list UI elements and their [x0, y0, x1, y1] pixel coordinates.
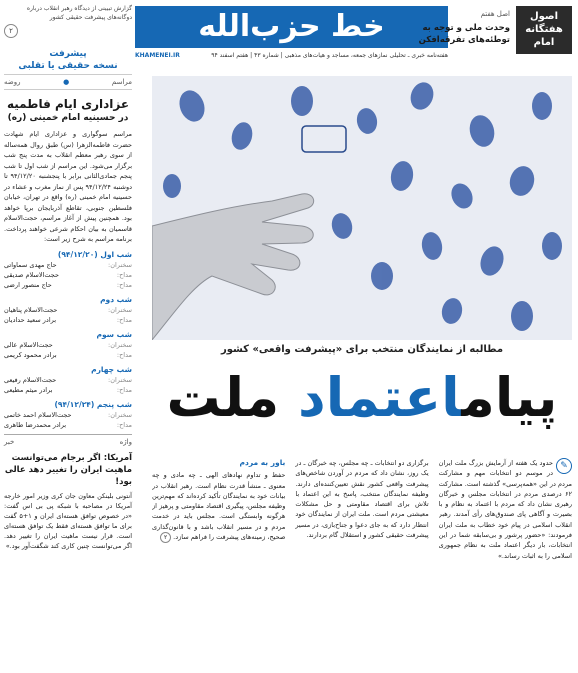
page-number-badge: ۲: [4, 24, 18, 38]
schedule-day: شب سوم: [96, 329, 132, 339]
main-headline: [152, 358, 572, 438]
article-column-3: [152, 458, 285, 668]
headline-part-1: پیام: [461, 366, 558, 429]
headline-kicker: مطالبه از نمایندگان منتخب برای «پیشرفت واقعی» کشور: [220, 344, 504, 355]
notice-right: مراسم: [111, 78, 132, 86]
person-name: حجت‌الاسلام عالی: [4, 340, 53, 349]
headline-part-2: اعتماد: [298, 366, 462, 429]
mourning-title: عزاداری ایام فاطمیه: [6, 97, 130, 111]
footer-right-label: واژه: [119, 437, 132, 446]
schedule-row: [4, 340, 132, 350]
role-label: سخنران:: [108, 410, 132, 419]
article-column-1: [439, 458, 572, 668]
masthead-strip: [135, 50, 448, 62]
role-label: مداح:: [116, 280, 132, 289]
role-label: سخنران:: [108, 375, 132, 384]
person-name: حجت‌الاسلام صدیقی: [4, 270, 59, 279]
schedule-row: [4, 420, 132, 430]
schedule-row: [4, 260, 132, 270]
issue-line: هفته‌نامه خبری ـ تحلیلی نمازهای جمعه، مساجد و هیات‌های مذهبی | شماره ۴۳ | هفتم اسفند ۹۴: [211, 52, 448, 59]
role-label: مداح:: [116, 420, 132, 429]
schedule-row: [4, 410, 132, 420]
headline-part-3: ملت: [166, 366, 280, 429]
schedule-night-1: [4, 249, 132, 290]
column-3-subhead: باور به مردم: [239, 458, 286, 467]
article-body: [152, 458, 572, 668]
schedule-row: [4, 315, 132, 325]
header-right-kicker: اصل هفتم: [480, 10, 510, 18]
role-label: مداح:: [116, 385, 132, 394]
left-column: [4, 48, 132, 670]
tagline-progress: پیشرفت: [49, 49, 87, 59]
left-footer-divider: [4, 434, 132, 446]
header-right-title: وحدت ملی و توجه به توطئه‌های تفرقه‌افکن: [418, 23, 510, 45]
site-link[interactable]: KHAMENEI.IR: [135, 52, 180, 59]
mourning-body: مراسم سوگواری و عزاداری ایام شهادت حضرت فاطمه‌الزهرا (س) طبق روال همه‌ساله از سوی رهبر معظم انقلاب به مدت پنج شب برگزار می‌شود. این مراسم از شب اول تا شب پنجم جمادی‌الثانی برابر با پنجشنبه ۹۴/۱۲/۲۰ تا دوشنبه ۹۴/۱۲/۲۴ پس از نماز مغرب و عشاء در حسینیه امام خمینی (ره) واقع در تهران، خیابان فلسطین جنوبی، تقاطع آذربایجان برپا خواهد بود. همچنین پیش از آغاز مراسم، حجت‌الاسلام قاسمیان به بیان احکام شرعی خواهند پرداخت. برنامه مراسم به شرح زیر است:: [4, 130, 132, 243]
article-column-2: [295, 458, 428, 668]
schedule-row: [4, 375, 132, 385]
schedule-night-4: [4, 364, 132, 395]
news-title: آمریکا: اگر برجام می‌توانست ماهیت ایران را تغییر دهد عالی بود!: [4, 452, 132, 487]
schedule-day: شب دوم: [100, 294, 132, 304]
role-label: مداح:: [116, 350, 132, 359]
header-right: [418, 6, 572, 56]
person-name: برادر محمود کریمی: [4, 350, 57, 359]
notice-left: روضه: [4, 78, 21, 86]
schedule-night-2: [4, 294, 132, 325]
person-name: حاج منصور ارضی: [4, 280, 52, 289]
header-left-text: گزارش تبیینی از دیدگاه رهبر انقلاب درباره دوگانه‌های پیشرفت حقیقی کشور: [26, 5, 132, 21]
schedule-day: شب پنجم (۹۴/۱۲/۲۴): [54, 399, 132, 409]
role-label: سخنران:: [108, 305, 132, 314]
role-label: مداح:: [116, 270, 132, 279]
mourning-subtitle: در حسینیه امام خمینی (ره): [7, 113, 129, 123]
principles-logo: اصول هفتگانه امام: [516, 6, 572, 54]
schedule-row: [4, 305, 132, 315]
role-label: سخنران:: [108, 340, 132, 349]
schedule-day: شب چهارم: [91, 364, 132, 374]
role-label: مداح:: [116, 315, 132, 324]
schedule-row: [4, 270, 132, 280]
news-body: آنتونی بلینکن معاون جان کری وزیر امور خارجه آمریکا در مصاحبه با شبکه پی بی اس گفت: «در خصوص توافق هسته‌ای ایران و ۱+۵ گفت برای ما توافق هسته‌ای فقط یک توافق هسته‌ای است. قرار نیست ماهیت ایران را تغییر دهد. اگر می‌توانست چنین کاری کند شگفت‌آور بود.»: [4, 491, 132, 550]
masthead-title: خط حزب‌الله: [135, 6, 448, 48]
person-name: حجت‌الاسلام پناهیان: [4, 305, 58, 314]
footer-left-label: خبر: [4, 437, 15, 446]
schedule: [4, 249, 132, 430]
fingerprint-photo: [152, 76, 572, 340]
schedule-row: [4, 385, 132, 395]
column-3-text: حفظ و تداوم نهادهای الهی ـ چه مادی و چه معنوی ـ منشأ قدرت نظام است. رهبر انقلاب در بیانات خود به نمایندگان تأکید کرده‌اند که مهم‌ترین وظیفه مجلس، پیگیری اقتصاد مقاومتی و پرهیز از هرگونه وابستگی است. مجلس باید در خدمت مردم و در مسیر انقلاب باشد و با قانون‌گذاری صحیح، زمینه‌های پیشرفت را فراهم سازد.: [152, 471, 286, 542]
person-name: حجت‌الاسلام احمد خاتمی: [4, 410, 72, 419]
column-2-text: برگزاری دو انتخابات ـ چه مجلس، چه خبرگان ـ در یک روز، نشان داد که مردم در آوردن شاخص‌های پیشرفت واقعی کشور نقش تعیین‌کننده‌ای دارند. وظیفه نمایندگان منتخب، پاسخ به این اعتماد با تلاش برای اقتصاد مقاومتی و حل مشکلات معیشتی مردم است. ملت ایران از نمایندگان خود انتظار دارد که به جای دعوا و جناح‌بازی، در مسیر پیشرفت حقیقی کشور و استقلال گام بردارند.: [295, 459, 429, 540]
header-left: [4, 4, 132, 46]
column-1-text: حدود یک هفته از آرمایش بزرگ ملت ایران در موسم دو انتخابات مهم و مشارکت مردم در این «همه‌پرسی» گذشته است. مشارکت ۶۲ درصدی مردم در انتخابات مجلس و خبرگان رهبری نشان داد که مردم با اعتماد به نظام و با بصیرت و آگاهی پای صندوق‌های رأی آمدند. رهبر انقلاب اسلامی در پیام خود خطاب به ملت ایران فرمودند: «حضور پرشور و بی‌سابقه شما در این انتخابات، بار دیگر اعتماد ملت به نظام جمهوری اسلامی را به اثبات رساند.»: [438, 459, 572, 560]
bullet-icon: ●: [63, 78, 70, 86]
main-photo: [152, 76, 572, 340]
schedule-row: [4, 350, 132, 360]
schedule-day: شب اول (۹۴/۱۲/۲۰): [57, 249, 132, 259]
schedule-row: [4, 280, 132, 290]
person-name: برادر میثم مطیعی: [4, 385, 53, 394]
person-name: برادر محمدرضا طاهری: [4, 420, 67, 429]
schedule-night-5: [4, 399, 132, 430]
pen-icon: ✎: [556, 458, 572, 474]
person-name: برادر سعید حدادیان: [4, 315, 57, 324]
role-label: سخنران:: [108, 260, 132, 269]
schedule-night-3: [4, 329, 132, 360]
person-name: حاج مهدی سماواتی: [4, 260, 57, 269]
continued-page-number: ۲: [160, 532, 171, 543]
tagline-real-or-fake: نسخه حقیقی یا تقلبی: [18, 61, 118, 71]
person-name: حجت‌الاسلام رفیعی: [4, 375, 57, 384]
notice-row: [4, 74, 132, 90]
